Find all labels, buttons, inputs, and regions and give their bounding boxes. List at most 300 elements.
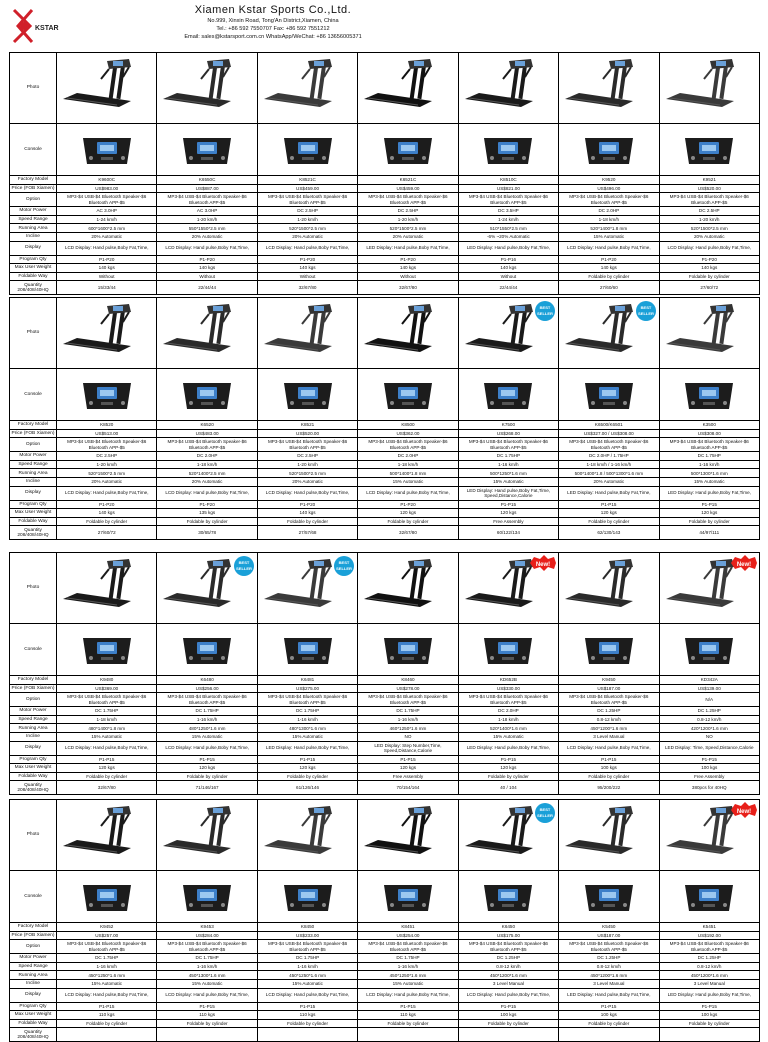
spec-weight: 100 kgs [559,764,659,773]
svg-text:SELLER: SELLER [637,311,654,316]
spec-program: P1-P15 [358,755,458,764]
spec-fold: Foldable by cylinder [659,1019,759,1028]
spec-model: K3500 [659,421,759,430]
spec-weight: 140 kgs [57,509,157,518]
product-photo [559,800,659,871]
spec-speed: 1-16 km/h [358,715,458,724]
svg-text:SELLER: SELLER [336,566,353,571]
row-label-option: Option [10,438,57,452]
spec-incline: 20% Automatic [157,232,257,241]
spec-option: MP3-$4 USB-$4 Bluetooth Speaker-$6 Bluetooth APP-$5 [358,940,458,954]
row-label-display: Display [10,741,57,755]
row-label-motor: Motor Power [10,452,57,461]
spec-price: US$139.00 [659,684,759,693]
spec-model: KD652B [458,676,558,685]
spec-weight: 120 kgs [157,764,257,773]
product-photo [458,800,558,871]
spec-weight: 120 kgs [559,509,659,518]
spec-qty: 22/44/44 [458,281,558,295]
spec-motor: DC 2.5HP [57,452,157,461]
spec-program: P1-P16 [458,255,558,264]
spec-speed: 1-18 km/h [559,215,659,224]
spec-qty: 30/65/78 [157,526,257,540]
spec-model: K6520 [157,421,257,430]
spec-model: K9521 [659,176,759,185]
spec-area: 450*1250*1.6 mm [358,971,458,980]
spec-program: P1-P15 [157,755,257,764]
spec-incline: 15% Automatic [458,477,558,486]
svg-text:KSTAR: KSTAR [35,25,59,32]
spec-price: US$520.00 [659,184,759,193]
spec-incline: 15% Automatic [257,732,357,741]
spec-model: K6521C [358,176,458,185]
console-photo [257,871,357,923]
row-label-model: Factory Model [10,676,57,685]
spec-incline: 15% Automatic [57,979,157,988]
spec-fold: Without [57,272,157,281]
spec-display: LED Display: Time, Speed,Distance,Calorie [659,741,759,755]
spec-price: US$257.00 [57,931,157,940]
spec-area: 450*1250*1.6 mm [57,971,157,980]
console-photo [358,369,458,421]
spec-speed: 0.8-12 km/h [659,715,759,724]
spec-incline: NO [358,732,458,741]
spec-area: 520*1400*1.6 mm [458,724,558,733]
row-label-photo: Photo [10,800,57,871]
spec-program: P1-P15 [458,755,558,764]
spec-model: K8500 [358,421,458,430]
spec-program: P1-P20 [257,500,357,509]
spec-display: LCD Display: Hand pulse,Boby Fat,Time, [57,741,157,755]
spec-model: K7500 [458,421,558,430]
spec-motor: DC 2.0HP [559,207,659,216]
spec-qty: 22/44/44 [157,281,257,295]
row-label-incline: Incline [10,979,57,988]
spec-program: P1-P20 [358,255,458,264]
spec-incline: 20% Automatic [57,477,157,486]
row-label-option: Option [10,693,57,707]
new-badge-icon [731,802,757,818]
spec-weight: 100 kgs [559,1011,659,1020]
row-label-program: Program Qty [10,255,57,264]
row-label-speed: Speed Range [10,962,57,971]
row-label-fold: Foldable Way [10,772,57,781]
spec-price: US$330.00 [458,684,558,693]
spec-motor: DC 2.5HP [257,207,357,216]
spec-area: 520*1400*2.5 mm [157,469,257,478]
console-photo [458,624,558,676]
spec-fold: Foldable by cylinder [57,772,157,781]
spec-model: K8460 [358,676,458,685]
spec-area: 450*1300*1.6 mm [157,971,257,980]
row-label-model: Factory Model [10,176,57,185]
spec-option: MP3-$4 USB-$4 Bluetooth Speaker-$6 Bluetooth APP-$5 [257,693,357,707]
spec-weight: 120 kgs [458,509,558,518]
spec-price: US$459.00 [257,184,357,193]
spec-incline: 3 Level Manual [559,732,659,741]
spec-fold: Free Assembly [659,772,759,781]
console-photo [57,124,157,176]
spec-display: LED Display: Hand pulse,Boby Fat,Time, [257,741,357,755]
spec-program: P1-P15 [57,1002,157,1011]
console-photo [559,871,659,923]
spec-option: MP3-$4 USB-$4 Bluetooth Speaker-$6 Bluetooth APP-$5 [157,193,257,207]
spec-price: US$513.00 [57,429,157,438]
spec-motor: DC 2.0HP [458,707,558,716]
row-label-program: Program Qty [10,1002,57,1011]
spec-fold: Foldable by cylinder [257,772,357,781]
row-label-qty: Quantity 208/408/40HQ [10,526,57,540]
spec-speed: 1-20 km/h [57,460,157,469]
spec-incline: 15% Automatic [157,979,257,988]
console-photo [157,624,257,676]
spec-qty: 27/60/72 [57,526,157,540]
product-photo [458,298,558,369]
row-label-area: Running Area [10,971,57,980]
spec-display: LED Display: Hand pulse,Boby Fat,Time, [659,486,759,500]
row-label-area: Running Area [10,224,57,233]
spec-price: US$459.00 [358,184,458,193]
spec-area: 480*1400*1.8 mm [57,724,157,733]
row-label-speed: Speed Range [10,215,57,224]
spec-fold: Without [157,272,257,281]
row-label-option: Option [10,940,57,954]
spec-fold: Without [257,272,357,281]
spec-qty: 70/154/164 [358,781,458,795]
spec-weight: 100 kgs [458,1011,558,1020]
best-seller-badge-icon [534,300,556,322]
spec-program: P1-P20 [559,255,659,264]
spec-price: US$362.00 [358,429,458,438]
spec-display: LCD Display: Hand pulse,Boby Fat,Time, [358,486,458,500]
spec-option: MP3-$4 USB-$4 Bluetooth Speaker-$6 Bluetooth APP-$5 [257,940,357,954]
row-label-display: Display [10,241,57,255]
spec-speed: 0.8-12 km/h [659,962,759,971]
spec-qty: 40 / 104 [458,781,558,795]
spec-program: P1-P20 [659,255,759,264]
company-logo [8,6,60,46]
spec-qty: 32/67/80 [257,281,357,295]
spec-model: K6450 [458,923,558,932]
spec-price: US$187.00 [559,684,659,693]
spec-model: K6481 [257,676,357,685]
spec-weight: 120 kgs [358,764,458,773]
spec-fold: Foldable by cylinder [157,1019,257,1028]
row-label-price: Price (FOB Xiamen) [10,184,57,193]
row-label-area: Running Area [10,469,57,478]
spec-fold: Free Assembly [458,517,558,526]
console-photo [57,369,157,421]
spec-speed: 0.8-12 km/h [458,962,558,971]
spec-fold: Foldable by cylinder [358,1019,458,1028]
console-photo [257,369,357,421]
console-photo [659,124,759,176]
spec-display: LED Display: Hand pulse,Boby Fat,Time, [458,741,558,755]
spec-program: P1-P15 [458,500,558,509]
product-photo [257,298,357,369]
spec-speed: 1-16 km/h [157,715,257,724]
spec-model: K8450 [257,923,357,932]
spec-display: LCD Display: Hand pulse,Boby Fat,Time, [157,988,257,1002]
spec-weight: 140 kgs [157,264,257,273]
spec-weight: 110 kgs [358,1011,458,1020]
row-label-fold: Foldable Way [10,1019,57,1028]
spec-qty: 61/126/146 [257,781,357,795]
spec-area: 500*1400*1.8 mm [358,469,458,478]
spec-motor: DC 3.5HP [458,207,558,216]
spec-program: P1-P15 [659,500,759,509]
svg-text:BEST: BEST [640,305,651,310]
spec-area: 450*1250*1.6 mm [257,971,357,980]
spec-option: MP3-$4 USB-$4 Bluetooth Speaker-$6 Bluetooth APP-$5 [157,438,257,452]
console-photo [458,369,558,421]
spec-incline: 3 Level Manual [458,979,558,988]
spec-motor: AC 3.0HP [57,207,157,216]
console-photo [659,871,759,923]
spec-motor: DC 1.25HP [458,954,558,963]
spec-model: K5451 [659,923,759,932]
spec-program: P1-P15 [559,1002,659,1011]
spec-display: LCD Display: Hand pulse,Boby Fat,Time, [57,241,157,255]
spec-weight: 140 kgs [358,264,458,273]
spec-fold: Foldable by cylinder [157,517,257,526]
spec-option: MP3-$4 USB-$4 Bluetooth Speaker-$6 Bluetooth APP-$5 [57,693,157,707]
product-photo [559,553,659,624]
spec-display: LCD Display: Hand pulse,Boby Fat,Time, [358,988,458,1002]
spec-qty: 32/67/80 [358,526,458,540]
spec-incline: -6% ~20% Automatic [458,232,558,241]
spec-area: 600*1600*2.5 mm [57,224,157,233]
spec-incline: 15% Automatic [458,732,558,741]
row-label-price: Price (FOB Xiamen) [10,931,57,940]
spec-option: MP3-$4 USB-$4 Bluetooth Speaker-$6 Bluetooth APP-$5 [57,438,157,452]
spec-table-1 [9,52,760,295]
spec-model: K8521C [257,176,357,185]
company-address: No.999, Xinxin Road, Tong'An District,Xiamen, China [207,18,339,24]
row-label-qty: Quantity 208/408/40HQ [10,281,57,295]
spec-display: LED Display: Hand pulse,Boby Fat,Time, [358,241,458,255]
spec-qty [659,1028,759,1042]
spec-price: US$369.00 [57,684,157,693]
spec-display: LCD Display: Hand pulse,Boby Fat,Time, [559,741,659,755]
spec-motor: DC 1.75HP [458,452,558,461]
spec-model: K8451 [358,923,458,932]
spec-incline: 20% Automatic [257,232,357,241]
spec-weight: 135 kgs [157,509,257,518]
row-label-console: Console [10,124,57,176]
spec-program: P1-P15 [659,755,759,764]
svg-text:BEST: BEST [539,807,551,812]
spec-fold: Foldable by cylinder [458,772,558,781]
row-label-motor: Motor Power [10,207,57,216]
spec-program: P1-P15 [57,755,157,764]
spec-speed: 0.8-12 km/h [559,715,659,724]
console-photo [57,624,157,676]
page-header [0,0,768,52]
product-photo [358,53,458,124]
spec-incline: 15% Automatic [157,732,257,741]
spec-price: US$192.00 [659,931,759,940]
spec-incline: 20% Automatic [358,232,458,241]
spec-weight: 110 kgs [57,1011,157,1020]
spec-fold: Foldable by cylinder [659,517,759,526]
row-label-photo: Photo [10,53,57,124]
spec-motor: DC 1.75HP [257,954,357,963]
spec-display: LED Display: Hand pulse,Boby Fat,Time, [559,988,659,1002]
spec-motor: DC 2.5HP [257,452,357,461]
best-seller-badge-icon [534,802,556,824]
product-photo [157,553,257,624]
spec-speed: 0.8-12 km/h [559,962,659,971]
row-label-display: Display [10,486,57,500]
spec-program: P1-P20 [257,255,357,264]
spec-program: P1-P15 [257,755,357,764]
spec-speed: 1-18 km/h [57,715,157,724]
spec-fold: Foldable by cylinder [257,517,357,526]
spec-qty: 95/200/222 [559,781,659,795]
spec-fold: Foldable by cylinder [559,517,659,526]
spec-price: US$233.00 [257,931,357,940]
console-photo [157,124,257,176]
spec-area: 450*1200*1.6 mm [559,724,659,733]
spec-program: P1-P20 [157,500,257,509]
spec-speed: 1-16 km/h [358,962,458,971]
spec-table-2 [9,297,760,540]
spec-fold: Foldable by cylinder [57,1019,157,1028]
spec-display: LED Display: Hand pulse,Boby Fat,Time, Speed,Distance,Calorie [458,486,558,500]
row-label-weight: Max User Weight [10,1011,57,1020]
company-contact: Email: sales@kstarsport.com.cn WhatsApp/WeChat: +86 13656005371 [184,34,362,40]
row-label-model: Factory Model [10,421,57,430]
spec-option: MP3-$4 USB-$4 Bluetooth Speaker-$6 Bluetooth APP-$5 [458,438,558,452]
spec-price: US$887.00 [157,184,257,193]
spec-program: P1-P20 [157,255,257,264]
spec-model: K9480 [57,676,157,685]
product-photo [57,800,157,871]
spec-qty: 32/67/80 [358,281,458,295]
spec-price: US$983.00 [57,184,157,193]
best-seller-badge-icon [233,555,255,577]
spec-motor: DC 2.5HP [659,207,759,216]
product-photo [57,53,157,124]
row-label-photo: Photo [10,298,57,369]
spec-motor: DC 1.75HP [659,452,759,461]
spec-speed: 1-18 km/h / 1-16 km/h [559,460,659,469]
spec-display: LED Display: Hand pulse,Boby Fat,Time, [559,486,659,500]
spec-fold: Foldable by cylinder [559,772,659,781]
svg-text:New!: New! [535,562,551,568]
product-photo [358,553,458,624]
product-photo [559,298,659,369]
spec-speed: 1-20 km/h [358,215,458,224]
spec-display: LED Display: Hand pulse,Boby Fat,Time, [458,241,558,255]
spec-fold: Without [358,272,458,281]
row-label-option: Option [10,193,57,207]
spec-table-4 [9,799,760,1042]
spec-fold: Without [458,272,558,281]
spec-option: MP3-$4 USB-$4 Bluetooth Speaker-$6 Bluetooth APP-$5 [157,940,257,954]
spec-option: MP3-$4 USB-$4 Bluetooth Speaker-$6 Bluetooth APP-$5 [458,693,558,707]
console-photo [559,624,659,676]
console-photo [659,369,759,421]
spec-incline: 3 Level Manual [559,979,659,988]
spec-price: US$278.00 [358,684,458,693]
spec-fold: Foldable by cylinder [559,1019,659,1028]
spec-program: P1-P15 [458,1002,558,1011]
spec-weight: 110 kgs [257,1011,357,1020]
spec-option: MP3-$4 USB-$4 Bluetooth Speaker-$6 Bluetooth APP-$5 [559,940,659,954]
spec-area: 510*1550*2.5 mm [458,224,558,233]
spec-motor: DC 1.75HP [358,707,458,716]
spec-price: US$268.00 [458,429,558,438]
spec-speed: 1-18 km/h [458,715,558,724]
spec-area: 520*1500*2.5 mm [659,224,759,233]
spec-model: K9450 [559,676,659,685]
spec-speed: 1-16 km/h [257,962,357,971]
spec-area: 420*1200*1.6 mm [659,724,759,733]
spec-display: LCD Display: Hand pulse,Boby Fat,Time, [257,241,357,255]
spec-option: MP3-$4 USB-$4 Bluetooth Speaker-$6 Bluetooth APP-$5 [358,193,458,207]
spec-motor: DC 2.5HP [358,207,458,216]
svg-text:BEST: BEST [338,560,350,565]
spec-speed: 1-20 km/h [257,460,357,469]
svg-text:SELLER: SELLER [537,311,553,316]
console-photo [57,871,157,923]
svg-text:BEST: BEST [539,305,551,310]
spec-motor: DC 2.0HP [157,452,257,461]
spec-motor: DC 2.0HP / 1.75HP [559,452,659,461]
spec-area: 450*1200*1.6 mm [659,971,759,980]
spec-area: 480*1250*1.6 mm [157,724,257,733]
product-photo [458,553,558,624]
row-label-console: Console [10,624,57,676]
spec-option: MP3-$4 USB-$4 Bluetooth Speaker-$6 Bluetooth APP-$5 [559,438,659,452]
spec-price: US$187.00 [559,931,659,940]
spec-weight: 100 kgs [659,1011,759,1020]
row-label-fold: Foldable Way [10,272,57,281]
spec-price: US$256.00 [157,684,257,693]
spec-option: MP3-$4 USB-$4 Bluetooth Speaker-$6 Bluetooth APP-$5 [659,193,759,207]
spec-option: MP3-$4 USB-$4 Bluetooth Speaker-$6 Bluetooth APP-$5 [358,693,458,707]
spec-speed: 1-24 km/h [57,215,157,224]
spec-speed: 1-16 km/h [257,715,357,724]
spec-price: US$483.00 [157,429,257,438]
spec-area: 520*1500*2.5 mm [257,224,357,233]
spec-qty [157,1028,257,1042]
console-photo [157,871,257,923]
spec-model: K9453 [157,923,257,932]
spec-incline: 20% Automatic [257,477,357,486]
spec-option: MP3-$4 USB-$4 Bluetooth Speaker-$6 Bluetooth APP-$5 [257,193,357,207]
spec-model: KD342A [659,676,759,685]
spec-incline: 15% Automatic [358,477,458,486]
spec-weight: 120 kgs [57,764,157,773]
spec-speed: 1-24 km/h [458,215,558,224]
spec-price: US$175.00 [458,931,558,940]
spec-program: P1-P20 [57,500,157,509]
spec-area: 500*1250*1.6 mm [458,469,558,478]
spec-option: MP3-$4 USB-$4 Bluetooth Speaker-$6 Bluetooth APP-$5 [659,438,759,452]
product-photo [659,800,759,871]
spec-fold: Foldable by cylinder [257,1019,357,1028]
console-photo [358,624,458,676]
spec-weight: 100 kgs [659,764,759,773]
product-photo [257,53,357,124]
spec-display: LCD Display: Hand pulse,Boby Fat,Time, [57,486,157,500]
spec-speed: 1-16 km/h [659,460,759,469]
spec-option: MP3-$4 USB-$4 Bluetooth Speaker-$6 Bluetooth APP-$5 [458,193,558,207]
product-photo [358,800,458,871]
